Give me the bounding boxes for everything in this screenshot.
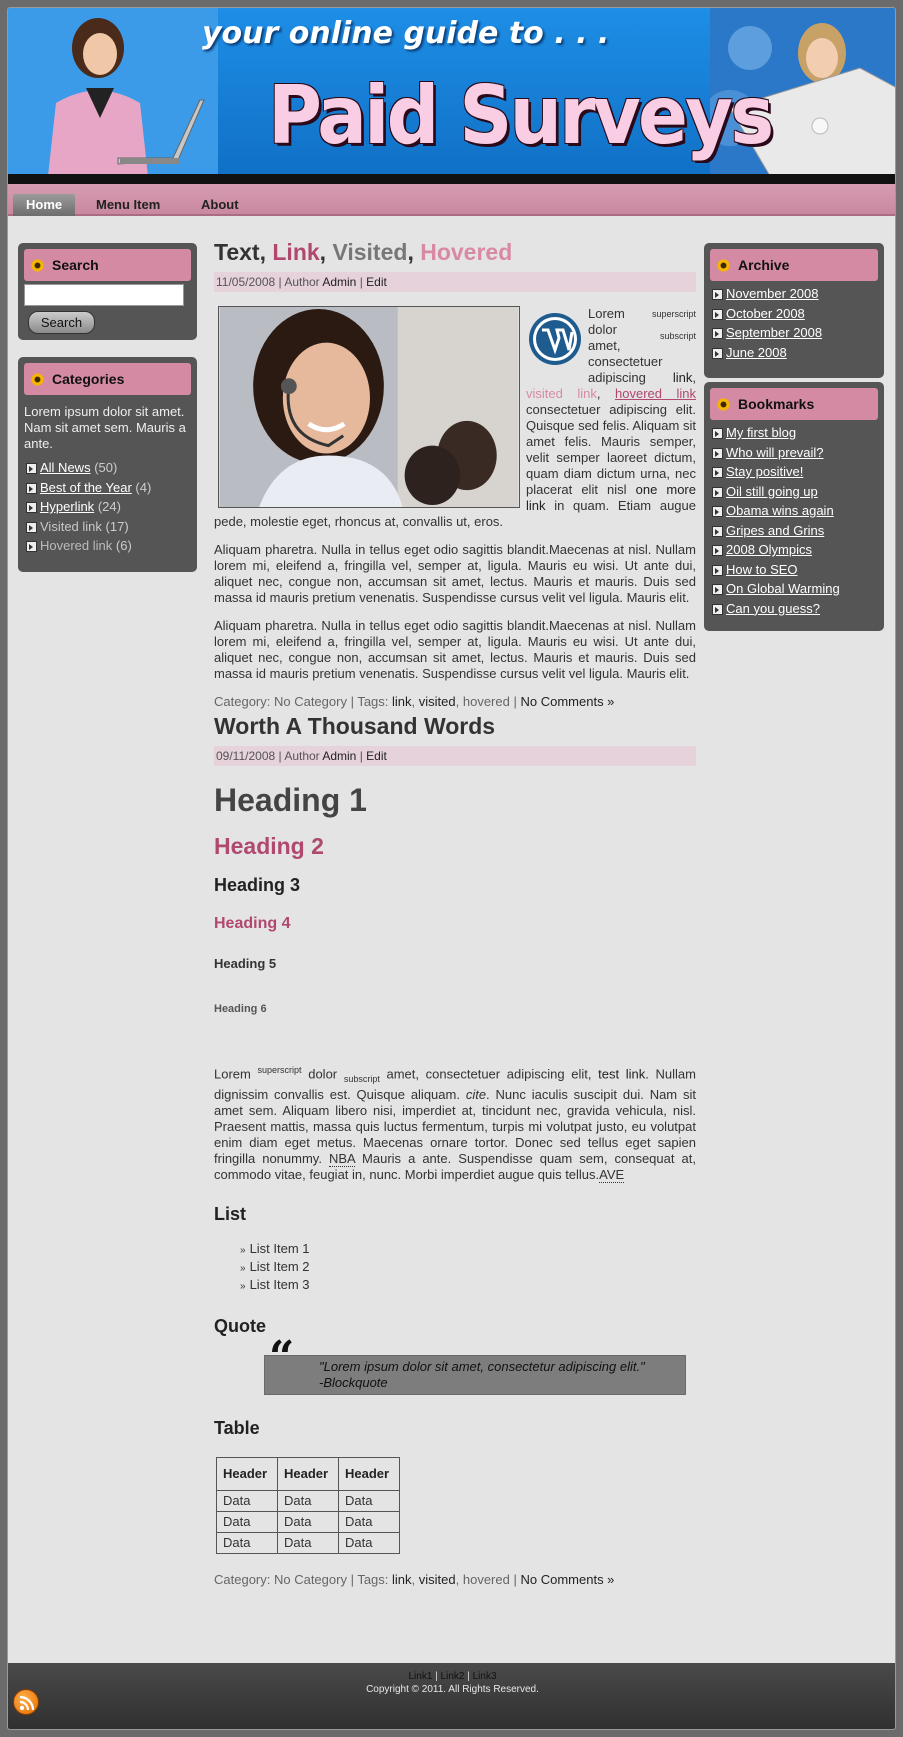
bookmark-link[interactable]: 2008 Olympics <box>726 542 812 557</box>
flower-icon <box>30 372 45 387</box>
tag-link[interactable]: visited <box>418 1571 456 1587</box>
list-item <box>24 536 191 556</box>
archive-widget-title: Archive <box>738 257 790 273</box>
wordpress-logo-icon <box>528 312 582 370</box>
list-heading: List <box>214 1203 247 1224</box>
list-item <box>24 458 191 478</box>
paragraph: Aliquam pharetra. Nulla in tellus eget odio sagittis blandit.Maecenas at nisl. Nullam lorem mi, eleifend a, fringilla vel, semper at, ligula. Mauris eu wisi. Ut ante dui, aliquet nec, congue non, accumsan sit amet, lectus. Mauris et mauris. Duis sed massa id mauris pretium venenatis. Suspendisse cursus velit vel ligula. Mauris elit. <box>214 542 696 605</box>
list-item <box>710 579 878 599</box>
bookmark-link[interactable]: Who will prevail? <box>726 444 824 460</box>
list-item-text: List Item 3 <box>249 1276 310 1292</box>
table-cell: Data <box>217 1511 278 1532</box>
list-item <box>710 284 878 304</box>
table-header-cell: Header <box>339 1457 400 1490</box>
paragraph-text: consectetuer adipiscing elit. Quisque sed felis. Aliquam sit amet felis. Mauris semper, velit semper laoreet dictum, quam diam dictum urna, nec placerat elit nisl <box>526 402 696 497</box>
copyright-text: Copyright © 2011. All Rights Reserved. <box>366 1684 539 1695</box>
comments-link[interactable]: No Comments » <box>520 1571 615 1587</box>
table-cell: Data <box>339 1511 400 1532</box>
separator: | <box>513 694 517 709</box>
bookmark-link[interactable]: Stay positive! <box>726 464 804 479</box>
title-text: Text <box>214 239 260 265</box>
quote-attribution: -Blockquote <box>319 1374 388 1390</box>
post-meta: Category: No Category | Tags: link, visited, hovered | No Comments » <box>214 1571 615 1587</box>
author-label: Author <box>284 275 320 289</box>
bookmarks-list <box>710 423 878 618</box>
bookmark-link[interactable]: Oil still going up <box>726 483 818 499</box>
comma: , <box>692 370 696 385</box>
list-item <box>240 1241 696 1259</box>
title-comma: , <box>407 239 414 265</box>
separator: | <box>513 1571 517 1587</box>
search-button[interactable]: Search <box>28 311 95 334</box>
table-cell: Data <box>278 1490 339 1511</box>
heading-3: Heading 3 <box>214 875 301 895</box>
tag-link[interactable]: hovered <box>462 694 510 709</box>
paragraph-text: amet, consectetuer adipiscing elit, <box>386 1066 592 1082</box>
category-link-visited[interactable]: Visited link <box>40 518 102 534</box>
inline-visited-link[interactable]: visited link <box>526 386 597 401</box>
table-cell: Data <box>217 1490 278 1511</box>
lorem-text: Lorem <box>588 306 625 321</box>
paragraph-text: in quam. Etiam augue pede, molestie eget, rhoncus at, convallis ut, eros. <box>214 498 696 529</box>
inline-link-one-more[interactable]: one more link <box>526 482 696 513</box>
list-item <box>240 1259 696 1277</box>
meta-category: Category: No Category | Tags: <box>214 694 389 709</box>
lorem-text: Lorem <box>214 1066 251 1082</box>
paragraph-text: Mauris a ante. Suspendisse quam sem, consequat at, commodo vitae, feugiat in, nunc. Morbi imperdiet augue quis tellus. <box>214 1150 696 1182</box>
dolor-text: dolor <box>588 322 617 337</box>
inline-link[interactable]: link <box>672 370 693 385</box>
paragraph-text: . Nullam dignissim convallis est. Quisque aliquam. <box>214 1066 696 1102</box>
separator: | <box>278 749 282 763</box>
comma: , <box>596 386 601 401</box>
nav-item-home[interactable]: Home <box>13 194 75 216</box>
post-photo-headset-woman <box>218 306 520 508</box>
table-header-row <box>217 1457 400 1490</box>
list-item <box>710 540 878 560</box>
table-cell: Data <box>217 1532 278 1553</box>
post-info <box>214 272 696 292</box>
title-comma: , <box>259 239 266 265</box>
categories-widget <box>18 357 197 572</box>
list-item <box>710 462 878 482</box>
header-bottom-band <box>8 174 896 184</box>
post-date: 09/11/2008 <box>216 749 276 763</box>
test-link[interactable]: test link <box>598 1066 646 1082</box>
list-item <box>710 599 878 619</box>
quote-mark-icon: “ <box>269 1331 295 1383</box>
heading-2: Heading 2 <box>214 833 324 859</box>
edit-link[interactable]: Edit <box>366 749 387 763</box>
bookmark-link[interactable]: On Global Warming <box>726 581 840 596</box>
list-item <box>24 497 191 517</box>
category-count: (4) <box>135 479 152 495</box>
tag-link[interactable]: visited <box>418 694 456 709</box>
main-navigation <box>8 184 896 216</box>
heading-1: Heading 1 <box>214 782 367 818</box>
title-visited[interactable]: Visited <box>332 239 408 265</box>
nav-item-about[interactable]: About <box>201 197 239 212</box>
list-item <box>240 1277 696 1295</box>
site-header <box>8 8 896 184</box>
flower-icon <box>716 397 731 412</box>
author-link[interactable]: Admin <box>322 749 357 763</box>
separator: | <box>359 275 363 289</box>
bullet-list <box>240 1241 696 1295</box>
quote-text: "Lorem ipsum dolor sit amet, consectetur adipiscing elit." <box>319 1358 645 1374</box>
post-title <box>214 238 696 266</box>
meta-category: Category: No Category | Tags: <box>214 1571 389 1587</box>
list-item <box>24 517 191 537</box>
bookmark-link[interactable]: Can you guess? <box>726 600 820 616</box>
list-item <box>24 478 191 498</box>
list-item <box>710 482 878 502</box>
search-widget-header <box>24 249 191 281</box>
list-item-text: List Item 2 <box>249 1258 310 1274</box>
table-row <box>217 1511 400 1532</box>
archive-widget <box>704 243 884 378</box>
paragraph-text: . Nunc iaculis suscipit dui. Nam sit amet sem. Aliquam libero nisi, imperdiet at, tincidunt nec, gravida vehicula, nisl. Praesent mattis, massa quis luctus fermentum, turpis mi volutpat justo, eu volutpat enim diam eget metus. Maecenas ornare tortor. Donec sed tellus eget sapien fringilla nonummy. <box>214 1086 696 1166</box>
footer-link-3[interactable]: Link3 <box>472 1671 497 1682</box>
list-item <box>710 304 878 324</box>
archive-link[interactable]: November 2008 <box>726 286 819 301</box>
superscript-text: superscript <box>651 309 696 319</box>
categories-widget-title: Categories <box>52 371 125 387</box>
table-cell: Data <box>339 1532 400 1553</box>
category-link-hyperlink[interactable]: Hyperlink <box>40 499 95 514</box>
double-chevron-icon: » <box>240 1280 246 1292</box>
paragraph <box>214 1062 696 1183</box>
tag-link[interactable]: link <box>392 694 412 709</box>
tag-link[interactable]: link <box>392 1571 412 1587</box>
bookmark-link[interactable]: How to SEO <box>726 561 798 577</box>
abbreviation-ave[interactable]: AVE <box>599 1166 625 1182</box>
bookmark-link[interactable]: My first blog <box>726 425 797 440</box>
bookmark-link[interactable]: Gripes and Grins <box>726 522 825 538</box>
footer-link-1[interactable]: Link1 <box>408 1671 433 1682</box>
separator: | <box>467 1671 470 1682</box>
list-item <box>710 560 878 580</box>
table-header-cell: Header <box>217 1457 278 1490</box>
category-link-hovered[interactable]: Hovered link <box>40 538 113 553</box>
table-cell: Data <box>278 1532 339 1553</box>
list-item-text: List Item 1 <box>249 1240 310 1256</box>
flower-icon <box>716 258 731 273</box>
table-cell: Data <box>278 1511 339 1532</box>
post-date: 11/05/2008 <box>216 275 276 289</box>
category-count: (24) <box>97 499 121 514</box>
table-heading: Table <box>214 1417 260 1438</box>
categories-list <box>24 458 191 556</box>
list-item <box>710 443 878 463</box>
search-widget <box>18 243 197 340</box>
post-body <box>214 306 696 682</box>
category-link-all-news[interactable]: All News <box>40 460 91 475</box>
paragraph: Aliquam pharetra. Nulla in tellus eget odio sagittis blandit.Maecenas at nisl. Nullam lorem mi, eleifend a, fringilla vel, semper at, ligula. Mauris eu wisi. Ut ante dui, aliquet nec, congue non, accumsan sit amet, lectus. Mauris et mauris. Duis sed massa id mauris pretium venenatis. Suspendisse cursus velit vel ligula. Mauris elit. <box>214 618 696 681</box>
list-item <box>710 501 878 521</box>
dolor-text: dolor <box>308 1066 338 1082</box>
edit-link[interactable]: Edit <box>366 275 387 289</box>
list-item <box>710 343 878 363</box>
table-header-cell: Header <box>278 1457 339 1490</box>
tag-link[interactable]: hovered <box>462 1571 510 1587</box>
bookmarks-widget <box>704 382 884 631</box>
header-tagline: your online guide to . . . <box>202 16 610 51</box>
quote-heading: Quote <box>214 1315 266 1336</box>
paragraph-text: amet, consectetuer adipiscing <box>588 338 663 385</box>
list-item <box>710 521 878 541</box>
page-frame <box>7 7 896 1730</box>
category-count: (17) <box>105 518 129 534</box>
separator: | <box>278 275 282 289</box>
author-label: Author <box>284 749 320 763</box>
categories-widget-header <box>24 363 191 395</box>
categories-intro-text: Lorem ipsum dolor sit amet. Nam sit amet sem. Mauris a ante. <box>24 404 186 451</box>
title-comma: , <box>319 239 327 265</box>
title-link[interactable]: Link <box>272 239 320 265</box>
post-meta: Category: No Category | Tags: link, visited, hovered | No Comments » <box>214 694 615 709</box>
double-chevron-icon: » <box>240 1262 246 1274</box>
heading-4: Heading 4 <box>214 915 291 932</box>
comments-link[interactable]: No Comments » <box>520 694 615 709</box>
table-cell: Data <box>339 1490 400 1511</box>
search-widget-title: Search <box>52 257 99 273</box>
heading-5: Heading 5 <box>214 956 277 971</box>
double-chevron-icon: » <box>240 1244 246 1256</box>
header-photo-woman-laptop <box>8 8 218 176</box>
rss-feed-icon[interactable] <box>13 1689 39 1715</box>
heading-6: Heading 6 <box>214 1003 267 1015</box>
bookmarks-widget-header <box>710 388 878 420</box>
category-link-best-of-year[interactable]: Best of the Year <box>40 479 132 495</box>
post-title[interactable]: Worth A Thousand Words <box>214 713 496 739</box>
archive-link[interactable]: September 2008 <box>726 325 823 340</box>
separator: | <box>359 749 363 763</box>
bookmark-link[interactable]: Obama wins again <box>726 503 834 518</box>
flower-icon <box>30 258 45 273</box>
archive-link[interactable]: October 2008 <box>726 305 805 321</box>
list-item <box>710 323 878 343</box>
data-table <box>216 1457 400 1554</box>
archive-list <box>710 284 878 362</box>
inline-hovered-link[interactable]: hovered link <box>615 386 696 401</box>
table-row <box>217 1532 400 1553</box>
main-content <box>214 238 696 1588</box>
footer-links <box>8 1663 896 1683</box>
list-item <box>710 423 878 443</box>
nav-item-menu-item[interactable]: Menu Item <box>96 197 161 212</box>
abbreviation-nba[interactable]: NBA <box>328 1150 355 1166</box>
footer-link-2[interactable]: Link2 <box>440 1671 465 1682</box>
separator: | <box>435 1671 438 1682</box>
author-link[interactable]: Admin <box>322 275 357 289</box>
archive-widget-header <box>710 249 878 281</box>
table-row <box>217 1490 400 1511</box>
subscript-text: subscript <box>343 1073 380 1084</box>
cite-text: cite <box>465 1086 487 1102</box>
superscript-text: superscript <box>257 1065 302 1075</box>
site-title[interactable]: Paid Surveys <box>268 69 772 162</box>
bookmarks-widget-title: Bookmarks <box>738 396 815 412</box>
category-count: (6) <box>115 538 132 553</box>
title-hovered[interactable]: Hovered <box>420 239 513 265</box>
archive-link[interactable]: June 2008 <box>726 344 787 360</box>
blockquote <box>264 1331 686 1395</box>
search-input[interactable] <box>24 284 184 306</box>
category-count: (50) <box>94 460 118 475</box>
site-footer <box>8 1663 896 1730</box>
post-info <box>214 746 696 766</box>
subscript-text: subscript <box>659 331 696 341</box>
